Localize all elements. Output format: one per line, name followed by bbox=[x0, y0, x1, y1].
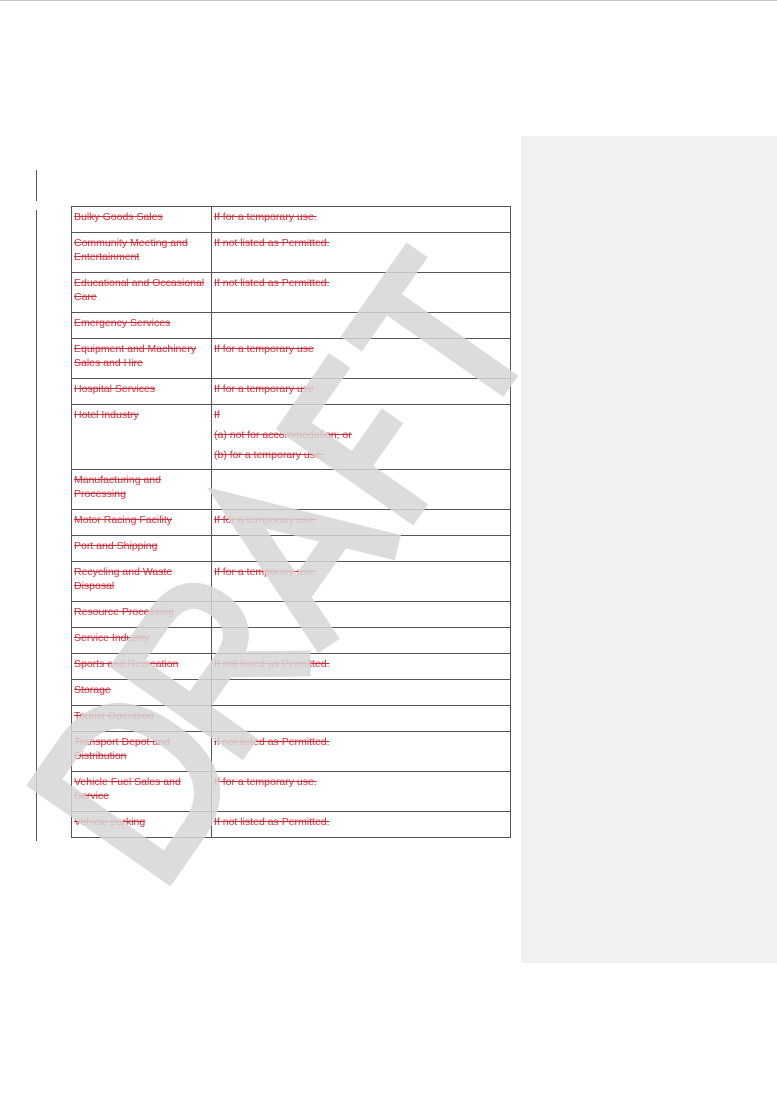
condition-cell bbox=[212, 339, 511, 379]
condition-cell bbox=[212, 812, 511, 838]
condition-text: If for a temporary use. bbox=[214, 211, 317, 223]
use-cell: Educational and Occasional Care bbox=[72, 273, 212, 313]
table-row bbox=[72, 207, 511, 233]
table-row bbox=[72, 812, 511, 838]
table-row bbox=[72, 339, 511, 379]
table-row bbox=[72, 510, 511, 536]
table-row bbox=[72, 233, 511, 273]
use-table bbox=[71, 206, 511, 838]
condition-cell bbox=[212, 562, 511, 602]
condition-cell bbox=[212, 536, 511, 562]
page-top-border bbox=[0, 0, 777, 1]
condition-text: If for a temporary use bbox=[214, 383, 314, 395]
condition-cell bbox=[212, 273, 511, 313]
use-cell: Motor Racing Facility bbox=[72, 510, 212, 536]
use-cell: Port and Shipping bbox=[72, 536, 212, 562]
condition-cell bbox=[212, 233, 511, 273]
use-cell: Tourist Operation bbox=[72, 706, 212, 732]
use-cell: Vehicle parking bbox=[72, 812, 212, 838]
condition-text: If for a temporary use bbox=[214, 343, 314, 355]
change-bar bbox=[36, 170, 37, 201]
condition-subitem: (a) not for accommodation; or bbox=[214, 429, 352, 441]
condition-cell bbox=[212, 628, 511, 654]
use-cell: Sports and Recreation bbox=[72, 654, 212, 680]
condition-text: If not listed as Permitted. bbox=[214, 277, 330, 289]
condition-cell bbox=[212, 379, 511, 405]
condition-cell bbox=[212, 510, 511, 536]
table-row bbox=[72, 602, 511, 628]
condition-text: If not listed as Permitted. bbox=[214, 658, 330, 670]
use-cell: Hospital Services bbox=[72, 379, 212, 405]
condition-text: If for a temporary use. bbox=[214, 566, 317, 578]
table-row bbox=[72, 680, 511, 706]
table-row bbox=[72, 379, 511, 405]
comment-margin-panel bbox=[521, 136, 777, 963]
use-cell: Service Industry bbox=[72, 628, 212, 654]
table-row bbox=[72, 536, 511, 562]
use-cell: Equipment and Machinery Sales and Hire bbox=[72, 339, 212, 379]
condition-cell bbox=[212, 602, 511, 628]
condition-subitem: (b) for a temporary use. bbox=[214, 449, 324, 461]
condition-text: If for a temporary use. bbox=[214, 776, 317, 788]
table-row bbox=[72, 706, 511, 732]
table-row bbox=[72, 772, 511, 812]
condition-cell bbox=[212, 405, 511, 470]
use-cell: Community Meeting and Entertainment bbox=[72, 233, 212, 273]
use-cell: Hotel Industry bbox=[72, 405, 212, 470]
condition-cell bbox=[212, 470, 511, 510]
use-cell: Transport Depot and Distribution bbox=[72, 732, 212, 772]
condition-cell bbox=[212, 654, 511, 680]
table-row bbox=[72, 654, 511, 680]
table-row bbox=[72, 405, 511, 470]
use-cell: Recycling and Waste Disposal bbox=[72, 562, 212, 602]
condition-cell bbox=[212, 207, 511, 233]
table-row bbox=[72, 313, 511, 339]
condition-text: If not listed as Permitted. bbox=[214, 237, 330, 249]
change-bar bbox=[36, 210, 37, 841]
use-cell: Storage bbox=[72, 680, 212, 706]
table-row bbox=[72, 562, 511, 602]
use-cell: Manufacturing and Processing bbox=[72, 470, 212, 510]
condition-cell bbox=[212, 772, 511, 812]
condition-cell bbox=[212, 706, 511, 732]
condition-text: If not listed as Permitted. bbox=[214, 736, 330, 748]
use-cell: Emergency Services bbox=[72, 313, 212, 339]
table-row bbox=[72, 470, 511, 510]
use-cell: Resource Processing bbox=[72, 602, 212, 628]
condition-cell bbox=[212, 313, 511, 339]
use-cell: Bulky Goods Sales bbox=[72, 207, 212, 233]
condition-text: If bbox=[214, 409, 220, 421]
condition-cell bbox=[212, 680, 511, 706]
table-row bbox=[72, 732, 511, 772]
condition-cell bbox=[212, 732, 511, 772]
condition-text: If not listed as Permitted. bbox=[214, 816, 330, 828]
table-row bbox=[72, 273, 511, 313]
condition-text: If for a temporary use. bbox=[214, 514, 317, 526]
use-cell: Vehicle Fuel Sales and Service bbox=[72, 772, 212, 812]
table-row bbox=[72, 628, 511, 654]
